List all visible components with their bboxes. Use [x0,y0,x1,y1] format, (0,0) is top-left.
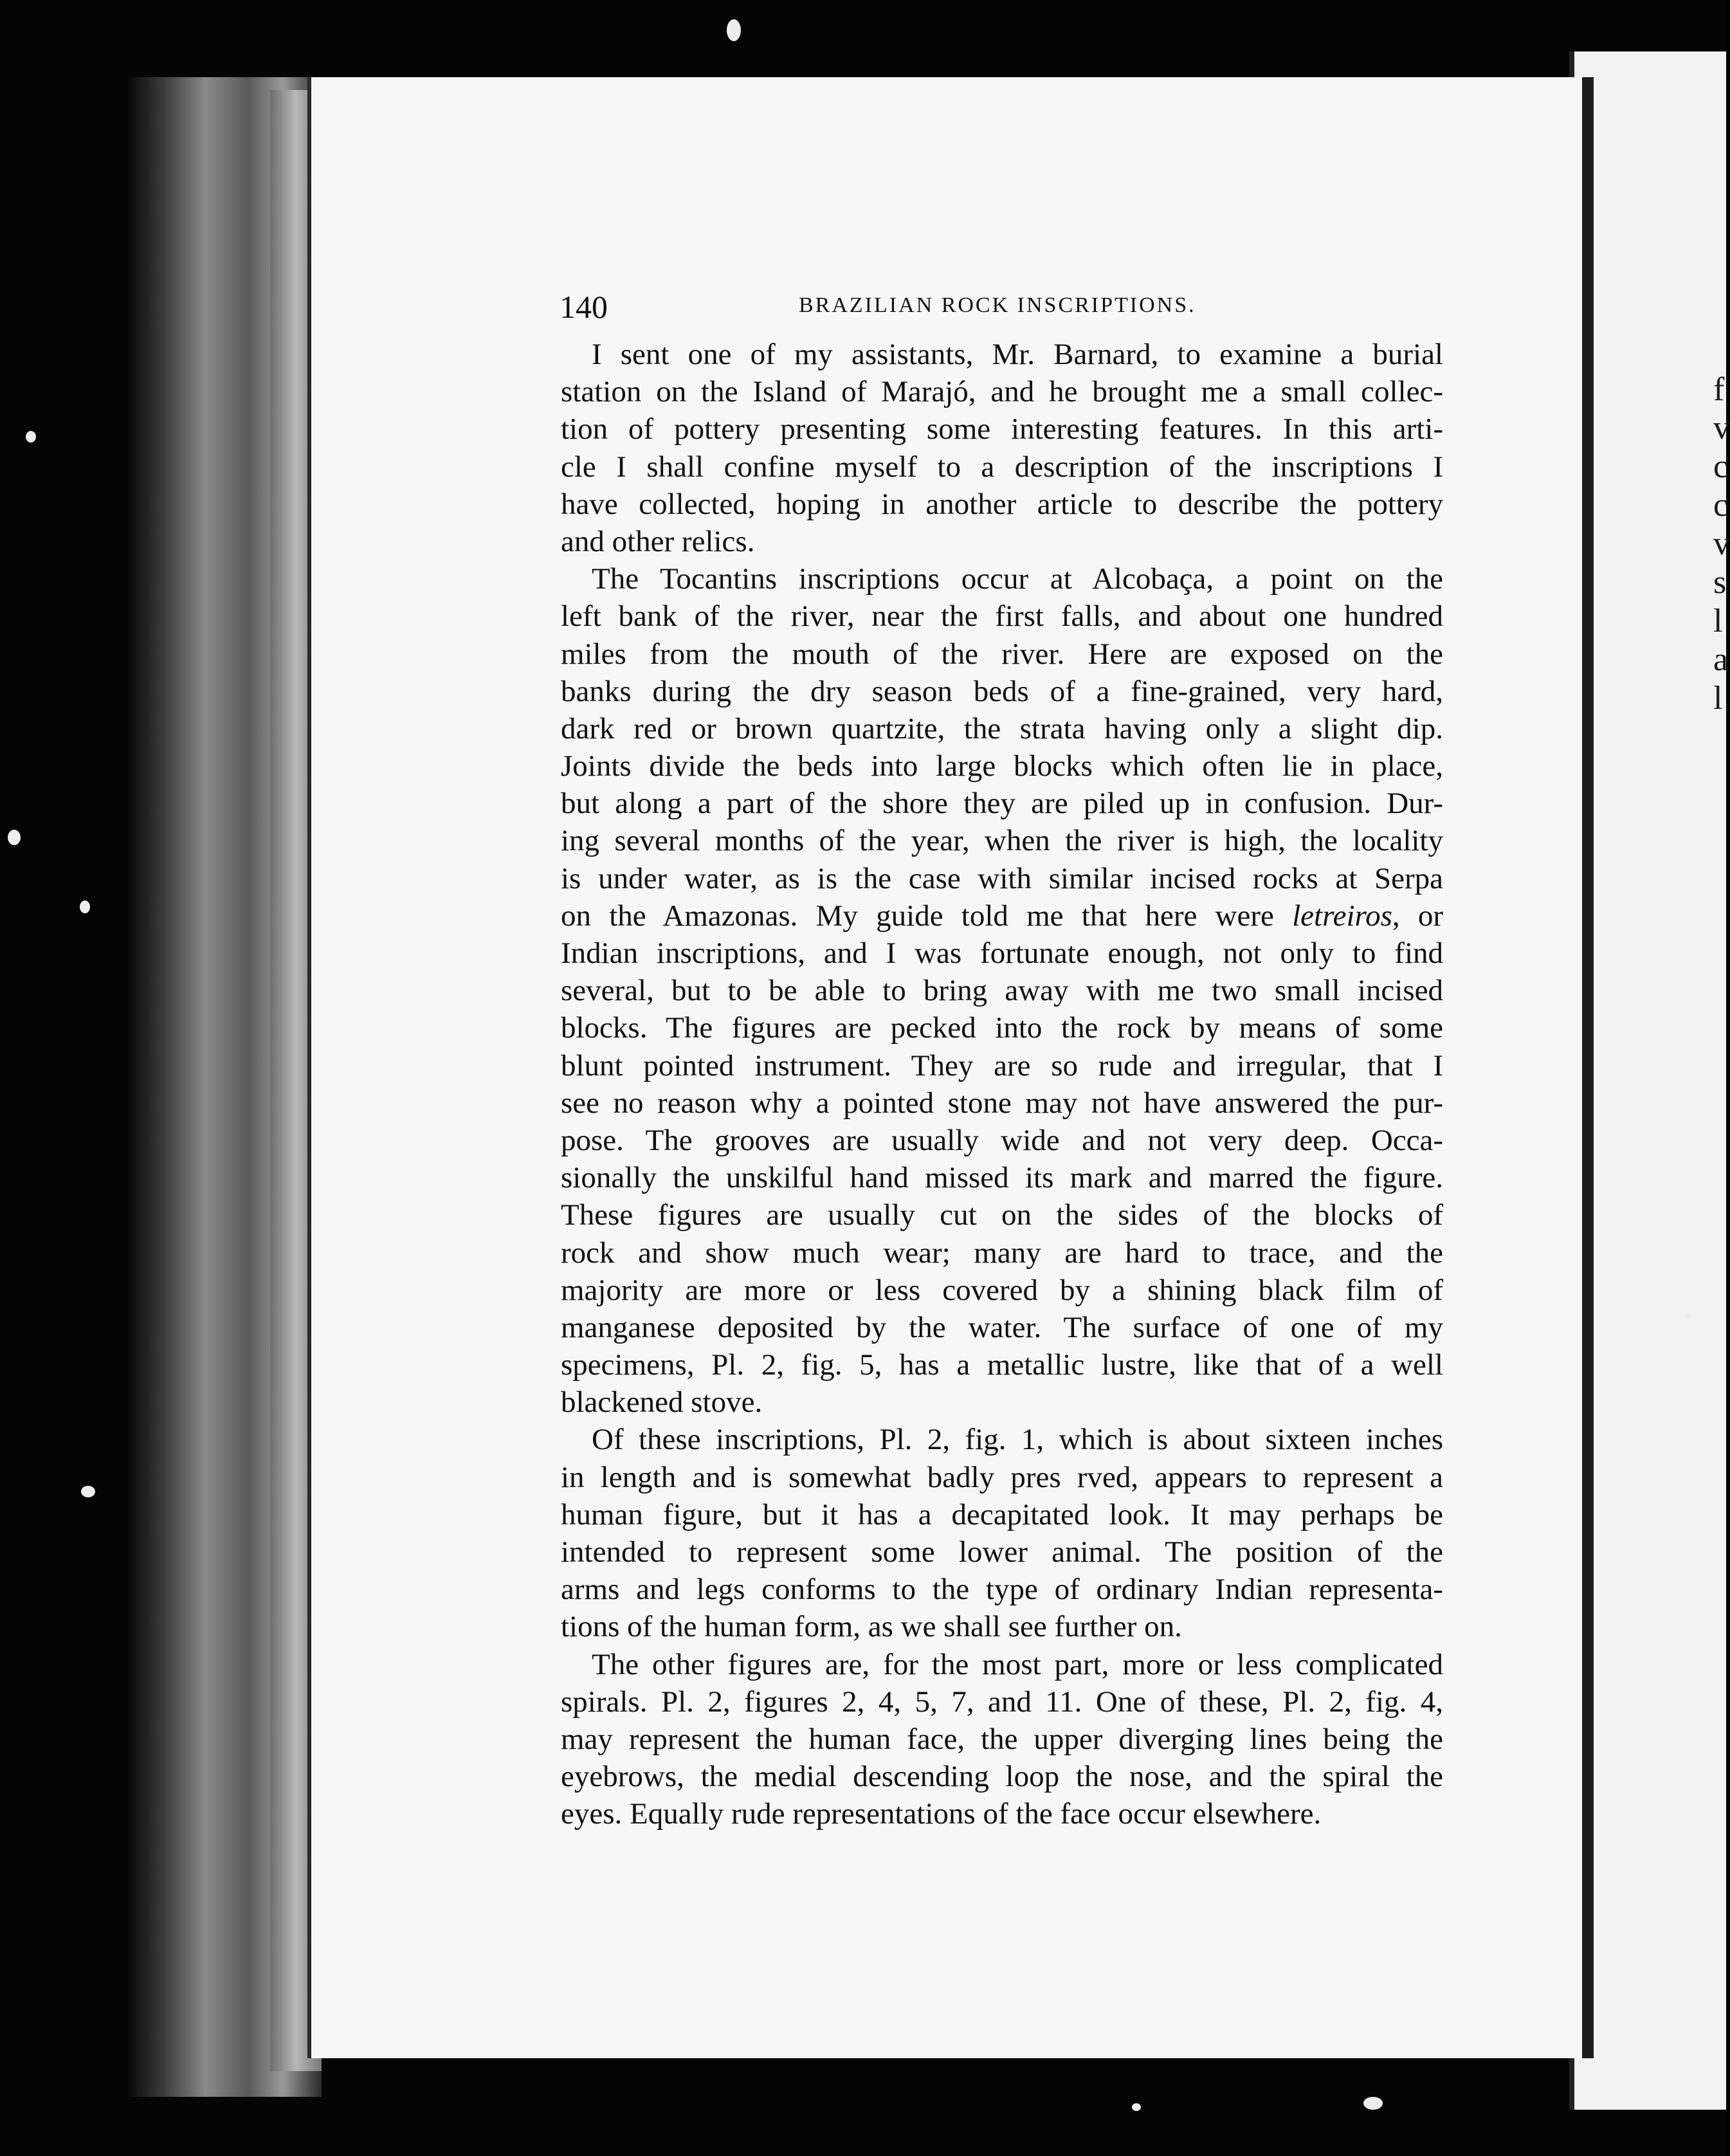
text-line: is under water, as is the case with similar incised rocks at Serpa [561,861,1443,895]
text-line: have collected, hoping in another article to describe the pottery [561,487,1443,521]
running-title: BRAZILIAN ROCK INSCRIPTIONS. [799,293,1196,317]
text-line: tion of pottery presenting some interesting features. In this arti- [561,412,1443,446]
running-head [560,288,1447,329]
text-line: I sent one of my assistants, Mr. Barnard, to examine a burial [592,338,1443,371]
facing-page-fragment: v [1713,410,1730,446]
text-line: dark red or brown quartzite, the strata having only a slight dip. [561,711,1443,745]
text-line: blunt pointed instrument. They are so rude and irregular, that I [561,1048,1443,1083]
text-line: spirals. Pl. 2, figures 2, 4, 5, 7, and 11. One of these, Pl. 2, fig. 4, [561,1685,1443,1719]
scan-speck [81,1486,95,1497]
text-line: human figure, but it has a decapitated look. It may perhaps be [561,1497,1443,1531]
text-line: Indian inscriptions, and I was fortunate enough, not only to find [561,936,1443,970]
scan-speck [80,900,90,913]
text-line: blocks. The figures are pecked into the rock by means of some [561,1011,1443,1045]
facing-page-fragment: l [1713,680,1723,717]
text-line: cle I shall confine myself to a description of the inscriptions I [561,450,1443,484]
facing-page-fragment: v [1713,525,1730,562]
text-line: but along a part of the shore they are piled up in confusion. Dur- [561,787,1443,821]
text-segment: , or [1392,899,1444,933]
facing-page-fragment: a [1713,641,1729,678]
text-line: specimens, Pl. 2, fig. 5, has a metallic lustre, like that of a well [561,1348,1443,1382]
text-line: banks during the dry season beds of a fine-grained, very hard, [561,674,1443,708]
facing-page-fragment: f [1713,371,1725,408]
text-line: ing several months of the year, when the river is high, the locality [561,824,1443,858]
text-line: in length and is somewhat badly pres rved, appears to represent a [561,1460,1443,1494]
facing-page-fragment: c [1713,448,1729,485]
text-line: Of these inscriptions, Pl. 2, fig. 1, which is about sixteen inches [592,1423,1443,1457]
text-line: intended to represent some lower animal. The position of the [561,1535,1443,1569]
text-line: miles from the mouth of the river. Here are exposed on the [561,637,1443,671]
italic-term: letreiros [1292,899,1392,933]
text-segment: on the Amazonas. My guide told me that here were [561,899,1274,933]
scan-speck [1685,1312,1691,1319]
text-line-with-italic [561,897,1443,935]
facing-page-fragment: l [1713,603,1723,639]
facing-page-fragment: c [1713,487,1729,524]
body-text [561,336,1443,1833]
text-line: see no reason why a pointed stone may not have answered the pur- [561,1086,1443,1120]
page-number: 140 [560,289,608,325]
scan-speck [26,431,36,443]
text-line: Joints divide the beds into large blocks which often lie in place, [561,749,1443,783]
text-line: left bank of the river, near the first falls, and about one hundred [561,599,1443,634]
text-line: arms and legs conforms to the type of ordinary Indian representa- [561,1573,1443,1607]
text-line: manganese deposited by the water. The surface of one of my [561,1310,1443,1344]
facing-page-fragment: s [1713,564,1727,601]
scan-speck [8,830,21,845]
text-line: majority are more or less covered by a shining black film of [561,1273,1443,1307]
text-line: may represent the human face, the upper diverging lines being the [561,1722,1443,1756]
text-line: sionally the unskilful hand missed its mark and marred the figure. [561,1161,1443,1195]
text-line: The other figures are, for the most part, more or less complicated [592,1647,1443,1681]
text-line: The Tocantins inscriptions occur at Alcobaça, a point on the [592,562,1443,596]
text-line: These figures are usually cut on the sides of the blocks of [561,1198,1443,1232]
text-line: blackened stove. [561,1385,763,1420]
scan-speck [1363,2097,1383,2110]
text-line: rock and show much wear; many are hard to trace, and the [561,1236,1443,1270]
text-line: eyebrows, the medial descending loop the nose, and the spiral the [561,1760,1443,1794]
text-line: and other relics. [561,524,755,558]
scan-speck [1132,2103,1141,2111]
text-line: tions of the human form, as we shall see further on. [561,1610,1182,1644]
text-line: station on the Island of Marajó, and he brought me a small collec- [561,375,1443,409]
scan-speck [727,19,741,41]
text-line: several, but to be able to bring away with me two small incised [561,974,1443,1008]
text-line: eyes. Equally rude representations of the face occur elsewhere. [561,1797,1322,1831]
text-line: pose. The grooves are usually wide and not very deep. Occa- [561,1123,1443,1157]
